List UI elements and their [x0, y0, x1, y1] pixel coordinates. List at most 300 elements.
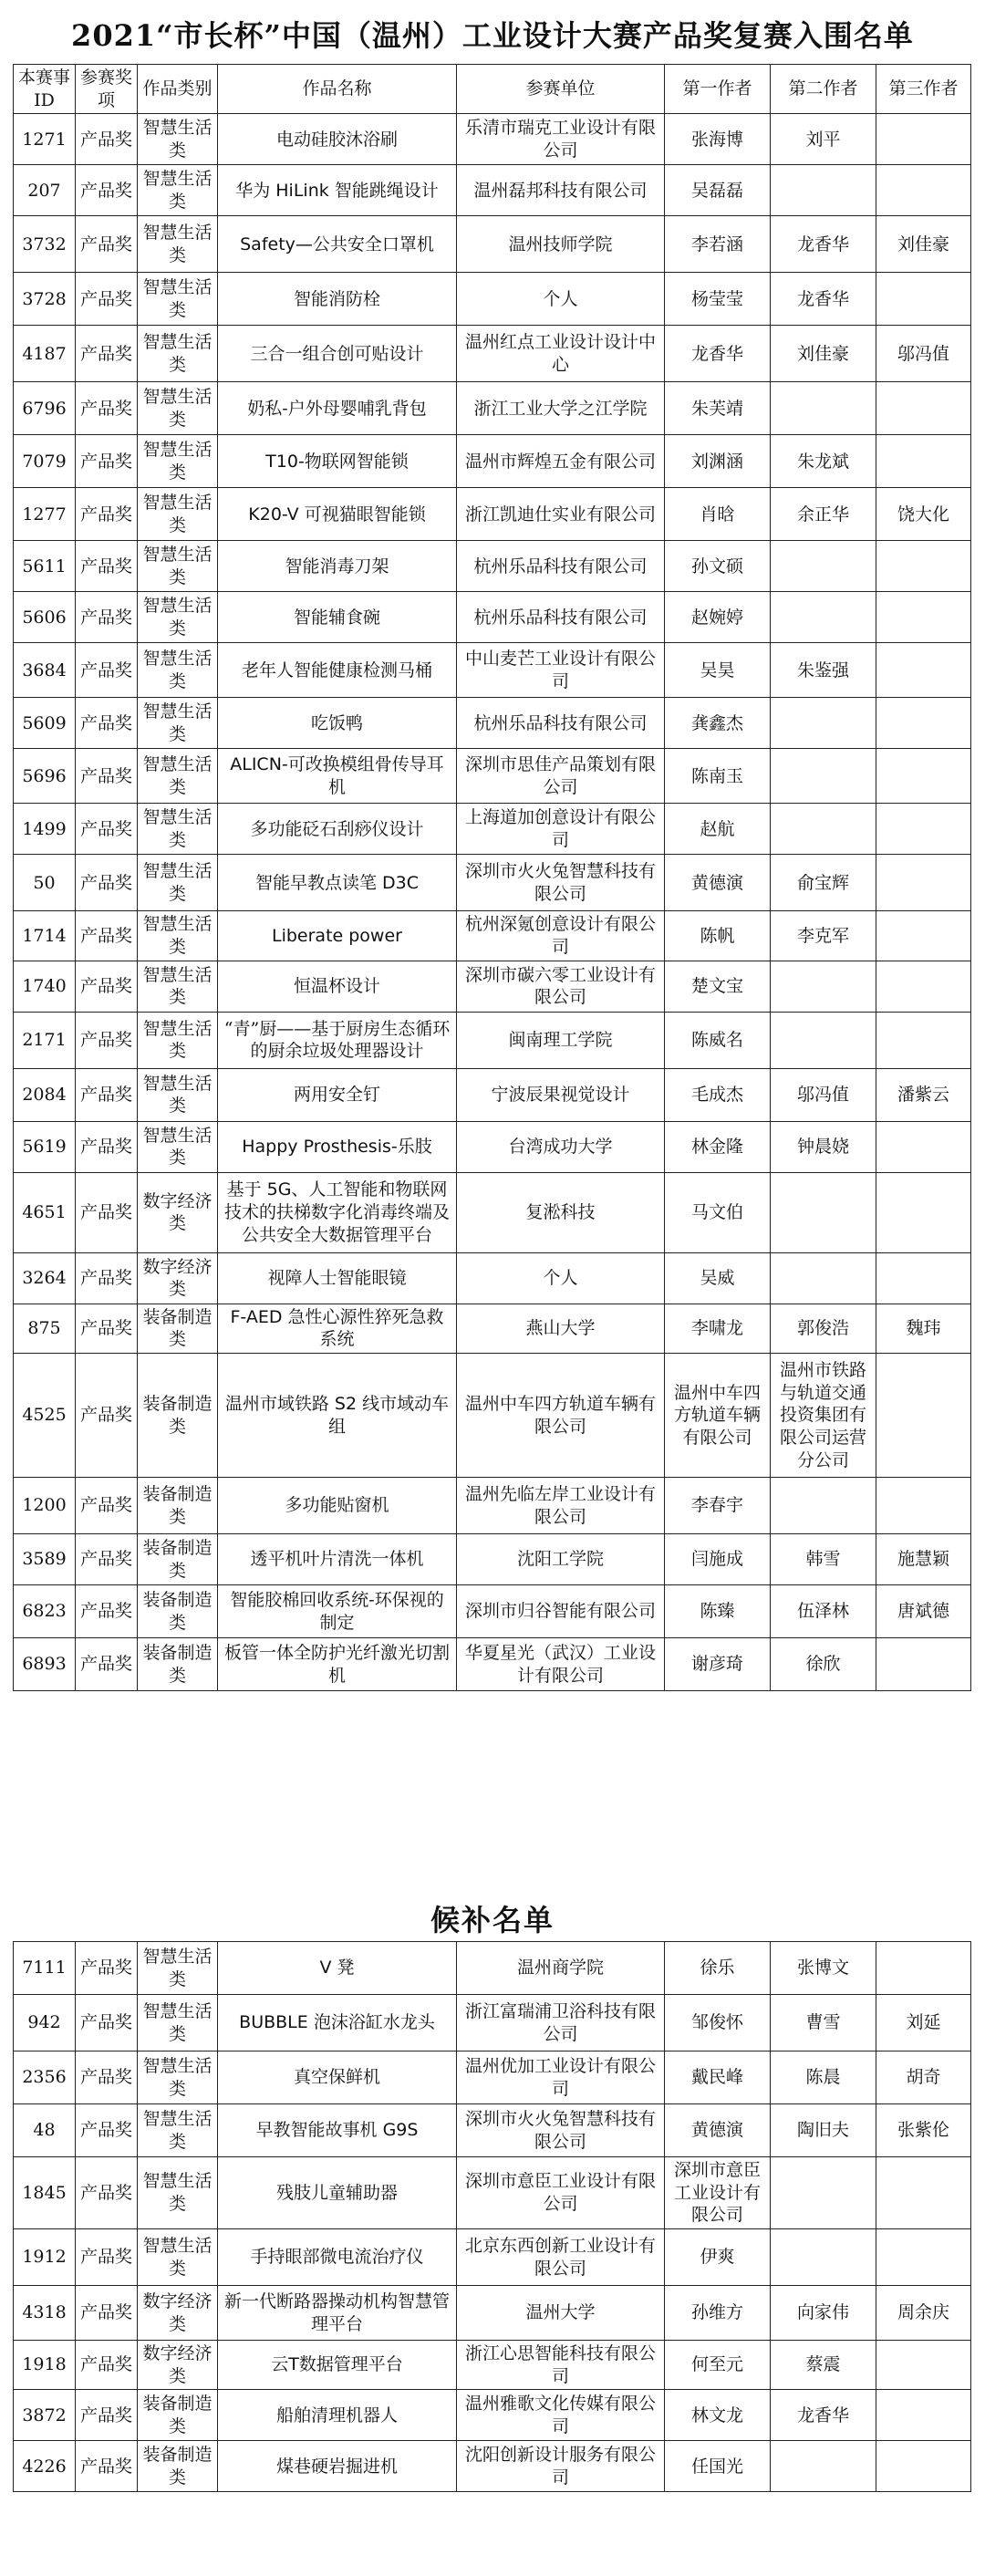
cell-author-3 [876, 1252, 971, 1304]
cell-author-3 [876, 592, 971, 643]
cell-name: 多功能砭石刮痧仪设计 [218, 804, 457, 855]
cell-award: 产品奖 [76, 2104, 138, 2157]
cell-award: 产品奖 [76, 2051, 138, 2104]
cell-author-3 [876, 2229, 971, 2286]
table-row [14, 1172, 971, 1252]
cell-unit: 杭州深氪创意设计有限公司 [457, 911, 665, 961]
cell-author-2 [771, 1172, 876, 1252]
cell-unit: 温州优加工业设计有限公司 [457, 2051, 665, 2104]
header-award: 参赛奖项 [76, 65, 138, 114]
cell-id: 5611 [14, 541, 76, 592]
cell-name: Liberate power [218, 911, 457, 961]
cell-unit: 闽南理工学院 [457, 1012, 665, 1068]
cell-name: 智能胶棉回收系统-环保视的制定 [218, 1585, 457, 1638]
cell-category: 装备制造类 [138, 2441, 218, 2492]
cell-id: 4525 [14, 1354, 76, 1478]
cell-id: 5696 [14, 749, 76, 804]
cell-author-2: 钟晨娆 [771, 1121, 876, 1172]
cell-unit: 上海道加创意设计有限公司 [457, 804, 665, 855]
cell-id: 3872 [14, 2390, 76, 2441]
cell-name: 三合一组合创可贴设计 [218, 326, 457, 382]
cell-category: 智慧生活类 [138, 2157, 218, 2229]
cell-author-1: 黄德演 [665, 855, 771, 911]
cell-author-1: 吴威 [665, 1252, 771, 1304]
cell-name: 老年人智能健康检测马桶 [218, 643, 457, 698]
cell-author-1: 陈臻 [665, 1585, 771, 1638]
cell-author-2: 陈晨 [771, 2051, 876, 2104]
cell-id: 6796 [14, 382, 76, 435]
cell-author-2: 张博文 [771, 1942, 876, 1995]
cell-author-2: 陶旧夫 [771, 2104, 876, 2157]
cell-name: 智能消毒刀架 [218, 541, 457, 592]
cell-author-1: 何至元 [665, 2341, 771, 2390]
cell-id: 942 [14, 1995, 76, 2051]
cell-author-3: 邬冯值 [876, 326, 971, 382]
cell-id: 7079 [14, 435, 76, 488]
header-category: 作品类别 [138, 65, 218, 114]
cell-award: 产品奖 [76, 804, 138, 855]
cell-author-2: 余正华 [771, 488, 876, 541]
cell-author-2: 徐欣 [771, 1638, 876, 1691]
cell-award: 产品奖 [76, 2390, 138, 2441]
cell-author-3 [876, 804, 971, 855]
cell-author-1: 楚文宝 [665, 961, 771, 1012]
cell-category: 智慧生活类 [138, 1942, 218, 1995]
cell-author-2: 蔡震 [771, 2341, 876, 2390]
cell-author-3 [876, 435, 971, 488]
cell-author-2: 郭俊浩 [771, 1304, 876, 1353]
cell-author-2: 刘佳豪 [771, 326, 876, 382]
cell-author-2 [771, 541, 876, 592]
cell-author-1: 毛成杰 [665, 1068, 771, 1121]
cell-author-3: 潘紫云 [876, 1068, 971, 1121]
cell-author-3: 胡奇 [876, 2051, 971, 2104]
cell-id: 207 [14, 165, 76, 216]
cell-award: 产品奖 [76, 698, 138, 749]
cell-id: 7111 [14, 1942, 76, 1995]
cell-name: 两用安全钉 [218, 1068, 457, 1121]
cell-name: 新一代断路器操动机构智慧管理平台 [218, 2286, 457, 2341]
cell-author-2 [771, 2157, 876, 2229]
cell-unit: 温州大学 [457, 2286, 665, 2341]
cell-unit: 燕山大学 [457, 1304, 665, 1353]
cell-unit: 沈阳创新设计服务有限公司 [457, 2441, 665, 2492]
cell-name: BUBBLE 泡沫浴缸水龙头 [218, 1995, 457, 2051]
cell-author-1: 张海博 [665, 114, 771, 165]
cell-category: 智慧生活类 [138, 1012, 218, 1068]
table-row [14, 2051, 971, 2104]
cell-name: 多功能贴窗机 [218, 1478, 457, 1534]
cell-award: 产品奖 [76, 114, 138, 165]
cell-award: 产品奖 [76, 643, 138, 698]
cell-name: 智能早教点读笔 D3C [218, 855, 457, 911]
table-row [14, 2441, 971, 2492]
cell-name: 智能消防栓 [218, 273, 457, 326]
cell-unit: 浙江富瑞浦卫浴科技有限公司 [457, 1995, 665, 2051]
table-row [14, 2390, 971, 2441]
cell-name: 真空保鲜机 [218, 2051, 457, 2104]
cell-award: 产品奖 [76, 488, 138, 541]
cell-award: 产品奖 [76, 1534, 138, 1585]
cell-award: 产品奖 [76, 1638, 138, 1691]
cell-category: 智慧生活类 [138, 2051, 218, 2104]
cell-name: 奶私-户外母婴哺乳背包 [218, 382, 457, 435]
cell-author-1: 闫施成 [665, 1534, 771, 1585]
cell-author-2 [771, 382, 876, 435]
cell-author-1: 温州中车四方轨道车辆有限公司 [665, 1354, 771, 1478]
table-row [14, 1478, 971, 1534]
cell-unit: 温州先临左岸工业设计有限公司 [457, 1478, 665, 1534]
header-unit: 参赛单位 [457, 65, 665, 114]
alternates-table [13, 1941, 971, 2492]
cell-unit: 深圳市意臣工业设计有限公司 [457, 2157, 665, 2229]
cell-name: K20-V 可视猫眼智能锁 [218, 488, 457, 541]
cell-author-3: 周余庆 [876, 2286, 971, 2341]
cell-author-3: 刘佳豪 [876, 216, 971, 273]
table-row [14, 114, 971, 165]
table-row [14, 1942, 971, 1995]
cell-unit: 台湾成功大学 [457, 1121, 665, 1172]
cell-unit: 温州红点工业设计设计中心 [457, 326, 665, 382]
cell-name: 吃饭鸭 [218, 698, 457, 749]
header-author-1: 第一作者 [665, 65, 771, 114]
header-author-2: 第二作者 [771, 65, 876, 114]
cell-author-1: 深圳市意臣工业设计有限公司 [665, 2157, 771, 2229]
cell-author-2: 龙香华 [771, 216, 876, 273]
cell-id: 48 [14, 2104, 76, 2157]
cell-id: 50 [14, 855, 76, 911]
cell-author-2: 邬冯值 [771, 1068, 876, 1121]
table-row [14, 326, 971, 382]
cell-author-1: 戴民峰 [665, 2051, 771, 2104]
table-row [14, 1638, 971, 1691]
cell-author-1: 李若涵 [665, 216, 771, 273]
table-row [14, 1012, 971, 1068]
cell-name: 华为 HiLink 智能跳绳设计 [218, 165, 457, 216]
cell-category: 智慧生活类 [138, 541, 218, 592]
cell-unit: 温州磊邦科技有限公司 [457, 165, 665, 216]
cell-author-1: 李啸龙 [665, 1304, 771, 1353]
cell-author-2 [771, 1252, 876, 1304]
cell-award: 产品奖 [76, 1252, 138, 1304]
cell-unit: 个人 [457, 273, 665, 326]
cell-unit: 深圳市归谷智能有限公司 [457, 1585, 665, 1638]
page-title: 2021“市长杯”中国（温州）工业设计大赛产品奖复赛入围名单 [71, 18, 914, 53]
cell-name: Happy Prosthesis-乐肢 [218, 1121, 457, 1172]
cell-category: 装备制造类 [138, 1585, 218, 1638]
cell-id: 1714 [14, 911, 76, 961]
cell-unit: 北京东西创新工业设计有限公司 [457, 2229, 665, 2286]
cell-award: 产品奖 [76, 1585, 138, 1638]
cell-author-2 [771, 961, 876, 1012]
cell-unit: 深圳市思佳产品策划有限公司 [457, 749, 665, 804]
cell-author-3: 施慧颖 [876, 1534, 971, 1585]
cell-author-3 [876, 165, 971, 216]
cell-author-1: 陈帆 [665, 911, 771, 961]
cell-author-2 [771, 2229, 876, 2286]
cell-award: 产品奖 [76, 2341, 138, 2390]
cell-author-2 [771, 1012, 876, 1068]
table-row [14, 273, 971, 326]
cell-id: 2356 [14, 2051, 76, 2104]
cell-category: 智慧生活类 [138, 114, 218, 165]
cell-category: 智慧生活类 [138, 1995, 218, 2051]
cell-award: 产品奖 [76, 911, 138, 961]
cell-category: 智慧生活类 [138, 165, 218, 216]
cell-author-2: 龙香华 [771, 273, 876, 326]
cell-author-3 [876, 2390, 971, 2441]
cell-author-1: 赵婉婷 [665, 592, 771, 643]
cell-unit: 深圳市火火兔智慧科技有限公司 [457, 2104, 665, 2157]
cell-author-1: 吴磊磊 [665, 165, 771, 216]
cell-name: 云T数据管理平台 [218, 2341, 457, 2390]
cell-author-3: 饶大化 [876, 488, 971, 541]
cell-author-3 [876, 1478, 971, 1534]
cell-author-1: 林文龙 [665, 2390, 771, 2441]
cell-unit: 深圳市火火兔智慧科技有限公司 [457, 855, 665, 911]
table-row [14, 2157, 971, 2229]
cell-name: ALICN-可改换模组骨传导耳机 [218, 749, 457, 804]
cell-category: 智慧生活类 [138, 855, 218, 911]
table-row [14, 961, 971, 1012]
cell-author-3 [876, 1121, 971, 1172]
cell-id: 3728 [14, 273, 76, 326]
cell-award: 产品奖 [76, 326, 138, 382]
cell-name: F-AED 急性心源性猝死急救系统 [218, 1304, 457, 1353]
cell-author-3 [876, 749, 971, 804]
cell-id: 1740 [14, 961, 76, 1012]
cell-unit: 沈阳工学院 [457, 1534, 665, 1585]
cell-author-3 [876, 643, 971, 698]
cell-author-2: 朱龙斌 [771, 435, 876, 488]
cell-id: 5606 [14, 592, 76, 643]
cell-author-1: 吴昊 [665, 643, 771, 698]
cell-author-1: 孙文硕 [665, 541, 771, 592]
cell-category: 智慧生活类 [138, 435, 218, 488]
cell-name: 残肢儿童辅助器 [218, 2157, 457, 2229]
cell-author-2: 韩雪 [771, 1534, 876, 1585]
cell-author-1: 徐乐 [665, 1942, 771, 1995]
cell-category: 数字经济类 [138, 1172, 218, 1252]
cell-author-2 [771, 698, 876, 749]
cell-id: 3732 [14, 216, 76, 273]
cell-name: 早教智能故事机 G9S [218, 2104, 457, 2157]
cell-category: 数字经济类 [138, 1252, 218, 1304]
cell-id: 3264 [14, 1252, 76, 1304]
cell-category: 装备制造类 [138, 1354, 218, 1478]
table-row [14, 382, 971, 435]
cell-id: 4187 [14, 326, 76, 382]
cell-unit: 浙江心思智能科技有限公司 [457, 2341, 665, 2390]
cell-id: 1277 [14, 488, 76, 541]
cell-author-1: 赵航 [665, 804, 771, 855]
cell-unit: 宁波辰果视觉设计 [457, 1068, 665, 1121]
cell-award: 产品奖 [76, 2286, 138, 2341]
table-header-row [14, 65, 971, 114]
cell-id: 4651 [14, 1172, 76, 1252]
cell-author-2: 朱鉴强 [771, 643, 876, 698]
cell-author-2 [771, 804, 876, 855]
cell-award: 产品奖 [76, 1354, 138, 1478]
cell-author-1: 李春宇 [665, 1478, 771, 1534]
finalist-table [13, 64, 971, 1691]
cell-award: 产品奖 [76, 382, 138, 435]
cell-category: 装备制造类 [138, 1638, 218, 1691]
cell-name: 船舶清理机器人 [218, 2390, 457, 2441]
cell-id: 3684 [14, 643, 76, 698]
cell-category: 数字经济类 [138, 2286, 218, 2341]
cell-author-3 [876, 698, 971, 749]
cell-author-3 [876, 2157, 971, 2229]
cell-category: 智慧生活类 [138, 592, 218, 643]
cell-category: 智慧生活类 [138, 961, 218, 1012]
cell-unit: 乐清市瑞克工业设计有限公司 [457, 114, 665, 165]
cell-award: 产品奖 [76, 1942, 138, 1995]
cell-author-3 [876, 114, 971, 165]
cell-name: 基于 5G、人工智能和物联网技术的扶梯数字化消毒终端及公共安全大数据管理平台 [218, 1172, 457, 1252]
cell-author-2 [771, 165, 876, 216]
cell-author-1: 陈南玉 [665, 749, 771, 804]
cell-award: 产品奖 [76, 165, 138, 216]
cell-author-1: 马文伯 [665, 1172, 771, 1252]
cell-author-1: 林金隆 [665, 1121, 771, 1172]
cell-author-1: 邹俊怀 [665, 1995, 771, 2051]
cell-award: 产品奖 [76, 1121, 138, 1172]
table-row [14, 1121, 971, 1172]
cell-unit: 华夏星光（武汉）工业设计有限公司 [457, 1638, 665, 1691]
cell-name: 电动硅胶沐浴刷 [218, 114, 457, 165]
cell-name: 透平机叶片清洗一体机 [218, 1534, 457, 1585]
cell-author-3 [876, 2441, 971, 2492]
cell-author-3: 张紫伦 [876, 2104, 971, 2157]
cell-name: T10-物联网智能锁 [218, 435, 457, 488]
table-row [14, 698, 971, 749]
cell-author-1: 黄德演 [665, 2104, 771, 2157]
cell-category: 装备制造类 [138, 1534, 218, 1585]
cell-unit: 浙江工业大学之江学院 [457, 382, 665, 435]
cell-unit: 温州中车四方轨道车辆有限公司 [457, 1354, 665, 1478]
table-row [14, 749, 971, 804]
cell-author-3 [876, 961, 971, 1012]
cell-award: 产品奖 [76, 855, 138, 911]
cell-id: 4318 [14, 2286, 76, 2341]
cell-award: 产品奖 [76, 2229, 138, 2286]
cell-author-2 [771, 1478, 876, 1534]
cell-id: 5619 [14, 1121, 76, 1172]
header-author-3: 第三作者 [876, 65, 971, 114]
cell-unit: 温州雅歌文化传媒有限公司 [457, 2390, 665, 2441]
cell-category: 智慧生活类 [138, 382, 218, 435]
table-row [14, 216, 971, 273]
cell-id: 1918 [14, 2341, 76, 2390]
cell-id: 3589 [14, 1534, 76, 1585]
table-row [14, 1304, 971, 1353]
cell-name: 恒温杯设计 [218, 961, 457, 1012]
cell-unit: 中山麦芒工业设计有限公司 [457, 643, 665, 698]
cell-author-2: 曹雪 [771, 1995, 876, 2051]
cell-author-3 [876, 2341, 971, 2390]
cell-id: 5609 [14, 698, 76, 749]
table-row [14, 2286, 971, 2341]
cell-category: 智慧生活类 [138, 698, 218, 749]
cell-unit: 杭州乐品科技有限公司 [457, 541, 665, 592]
cell-author-2: 龙香华 [771, 2390, 876, 2441]
cell-award: 产品奖 [76, 1304, 138, 1353]
cell-author-3 [876, 855, 971, 911]
cell-id: 1499 [14, 804, 76, 855]
cell-author-3 [876, 273, 971, 326]
cell-award: 产品奖 [76, 749, 138, 804]
cell-unit: 个人 [457, 1252, 665, 1304]
cell-author-3 [876, 911, 971, 961]
cell-award: 产品奖 [76, 1478, 138, 1534]
cell-author-3 [876, 1354, 971, 1478]
cell-name: 智能辅食碗 [218, 592, 457, 643]
table-row [14, 2341, 971, 2390]
cell-id: 875 [14, 1304, 76, 1353]
cell-id: 1845 [14, 2157, 76, 2229]
cell-award: 产品奖 [76, 2441, 138, 2492]
cell-award: 产品奖 [76, 1012, 138, 1068]
cell-author-1: 孙维方 [665, 2286, 771, 2341]
cell-author-2 [771, 2441, 876, 2492]
cell-category: 智慧生活类 [138, 911, 218, 961]
cell-award: 产品奖 [76, 541, 138, 592]
cell-award: 产品奖 [76, 1172, 138, 1252]
cell-award: 产品奖 [76, 435, 138, 488]
cell-name: 温州市域铁路 S2 线市域动车组 [218, 1354, 457, 1478]
cell-category: 智慧生活类 [138, 326, 218, 382]
cell-author-3: 刘延 [876, 1995, 971, 2051]
table-row [14, 435, 971, 488]
cell-category: 智慧生活类 [138, 643, 218, 698]
cell-name: Safety—公共安全口罩机 [218, 216, 457, 273]
cell-author-1: 龚鑫杰 [665, 698, 771, 749]
cell-unit: 复淞科技 [457, 1172, 665, 1252]
cell-unit: 杭州乐品科技有限公司 [457, 698, 665, 749]
cell-id: 6823 [14, 1585, 76, 1638]
cell-award: 产品奖 [76, 2157, 138, 2229]
cell-unit: 杭州乐品科技有限公司 [457, 592, 665, 643]
cell-author-3 [876, 1942, 971, 1995]
cell-award: 产品奖 [76, 216, 138, 273]
table-row [14, 1252, 971, 1304]
cell-id: 1271 [14, 114, 76, 165]
cell-award: 产品奖 [76, 1068, 138, 1121]
cell-category: 智慧生活类 [138, 1121, 218, 1172]
cell-author-2: 温州市铁路与轨道交通投资集团有限公司运营分公司 [771, 1354, 876, 1478]
table-row [14, 643, 971, 698]
cell-category: 装备制造类 [138, 2390, 218, 2441]
cell-author-2 [771, 749, 876, 804]
table-row [14, 1354, 971, 1478]
table-row [14, 911, 971, 961]
cell-author-1: 伊爽 [665, 2229, 771, 2286]
cell-author-2: 伍泽林 [771, 1585, 876, 1638]
cell-author-3: 唐斌德 [876, 1585, 971, 1638]
cell-category: 智慧生活类 [138, 749, 218, 804]
cell-category: 智慧生活类 [138, 488, 218, 541]
cell-id: 6893 [14, 1638, 76, 1691]
cell-author-2: 李克军 [771, 911, 876, 961]
cell-category: 装备制造类 [138, 1304, 218, 1353]
cell-unit: 温州商学院 [457, 1942, 665, 1995]
table-row [14, 804, 971, 855]
cell-unit: 温州技师学院 [457, 216, 665, 273]
cell-author-3 [876, 382, 971, 435]
cell-award: 产品奖 [76, 592, 138, 643]
cell-author-1: 刘渊涵 [665, 435, 771, 488]
